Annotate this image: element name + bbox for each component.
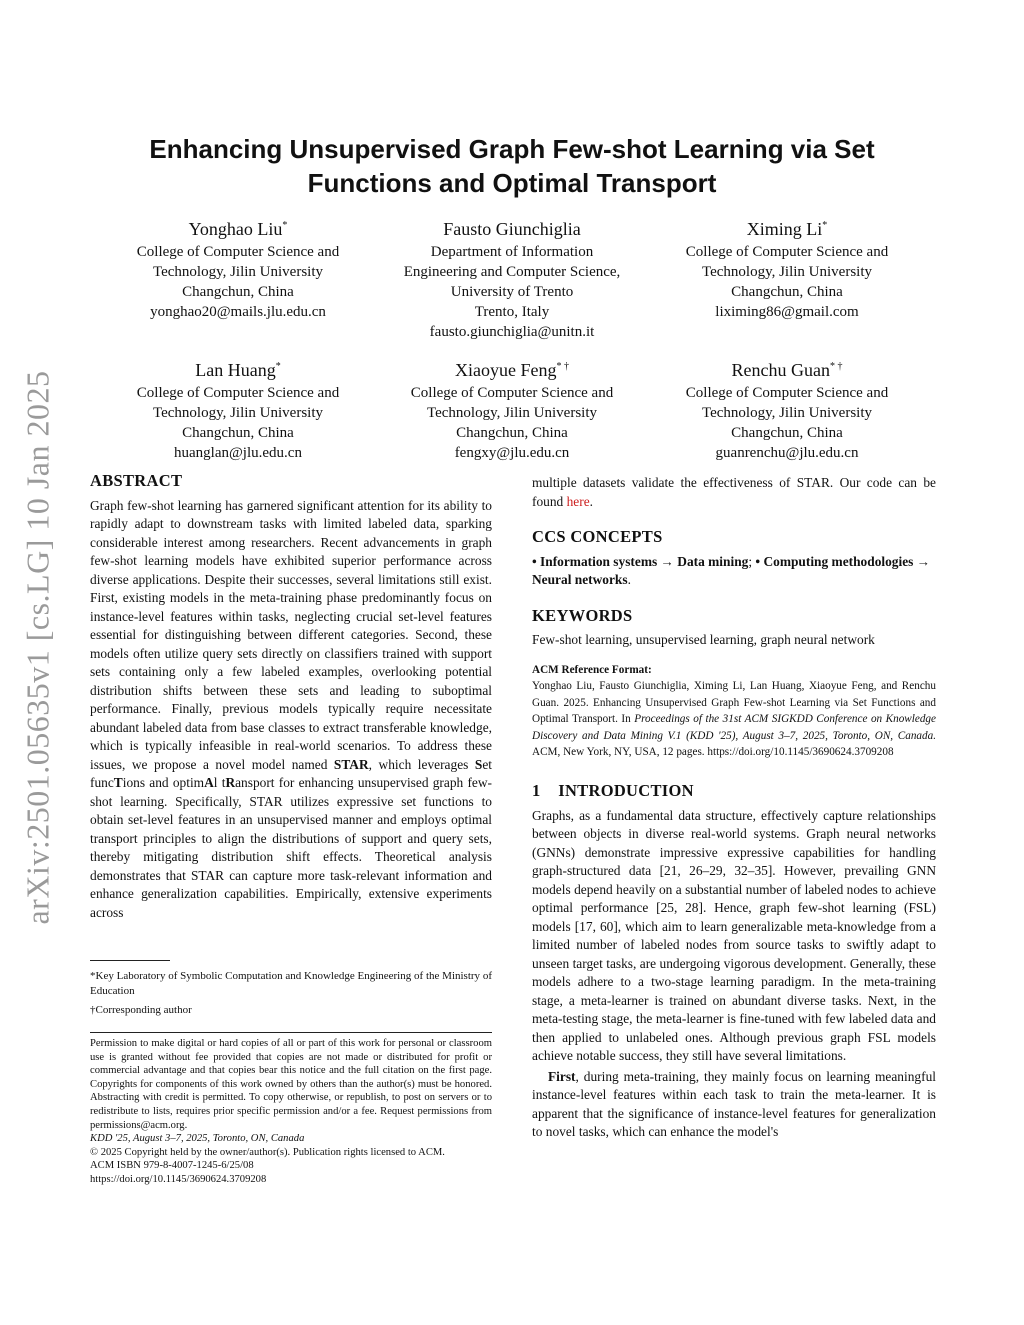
introduction-heading: 1 INTRODUCTION (532, 781, 694, 801)
ccs-item: • Computing methodologies → Neural networks (532, 553, 931, 587)
author-mark: * (282, 220, 288, 231)
author-email[interactable]: huanglan@jlu.edu.cn (174, 445, 302, 461)
affiliation-line: Technology, Jilin University (152, 264, 324, 280)
code-link[interactable]: here (566, 493, 590, 509)
affiliation-line: University of Trento (450, 284, 574, 300)
affiliation-line: Technology, Jilin University (152, 405, 324, 421)
acronym-letter: A (204, 775, 214, 790)
affiliation-line: Changchun, China (456, 425, 568, 441)
reference-label: ACM Reference Format: (532, 663, 652, 676)
abstract-text: . (589, 493, 593, 509)
model-name: STAR (333, 756, 369, 772)
ccs-item: • Information systems → Data mining (532, 553, 749, 569)
author-name: Ximing Li (746, 219, 823, 239)
reference-rest: ACM, New York, NY, USA, 12 pages. https://doi.org/10.1145/3690624.3709208 (532, 746, 894, 759)
arxiv-stamp (14, 355, 62, 940)
author-block (647, 213, 927, 322)
affiliation-line: College of Computer Science and (136, 385, 340, 401)
ccs-concepts (532, 553, 936, 590)
author-name: Yonghao Liu (188, 219, 283, 239)
affiliation-line: Changchun, China (182, 425, 294, 441)
doi-line[interactable]: https://doi.org/10.1145/3690624.3709208 (90, 1173, 267, 1185)
author-name: Fausto Giunchiglia (443, 219, 581, 239)
reference-venue: Proceedings of the 31st ACM SIGKDD Conference on Knowledge Discovery and Data Mining V.1 (KDD '25), August 3–7, 2025, Toronto, ON, Canada. (532, 713, 936, 742)
acronym-letter: T (113, 775, 123, 790)
author-block (372, 213, 652, 342)
acronym-letter: R (225, 775, 236, 790)
affiliation-line: College of Computer Science and (685, 385, 889, 401)
author-email[interactable]: yonghao20@mails.jlu.edu.cn (150, 304, 326, 320)
author-email[interactable]: guanrenchu@jlu.edu.cn (715, 445, 859, 461)
abstract-body (90, 497, 492, 923)
abstract-text: l t (213, 775, 226, 790)
isbn-line: ACM ISBN 979-8-4007-1245-6/25/08 (90, 1160, 254, 1172)
author-block (98, 354, 378, 463)
abstract-text: Graph few-shot learning has garnered significant attention for its ability to rapidly adapt to downstream tasks with limited labeled data, sparking considerable interest among researchers. Recent advancements in graph few-shot learning models have exhibited superior performance across diverse applications. Despite their successes, several limitations still exist. First, existing models in the meta-training phase predominantly focus on instance-level features within tasks, neglecting crucial set-level features essential for distinguishing between different categories. Second, these models often utilize query sets directly on classifiers trained with support sets containing only a few labeled examples, overlooking potential distribution shifts between these sets and leading to suboptimal performance. Finally, previous models typically require necessitate abundant labeled data from base classes to extract transferable knowledge, which is typically infeasible in real-world scenarios. To address these issues, we propose a novel model named (90, 497, 492, 772)
affiliation-line: Changchun, China (182, 284, 294, 300)
author-name: Renchu Guan (731, 360, 830, 380)
reference-text (532, 678, 936, 761)
affiliation-line: Engineering and Computer Science, (403, 264, 621, 280)
copyright-line: © 2025 Copyright held by the owner/author(s). Publication rights licensed to ACM. (90, 1146, 445, 1158)
author-mark: * † (829, 361, 843, 372)
footnote-corresponding: †Corresponding author (90, 1004, 192, 1016)
ccs-separator: ; (748, 553, 756, 569)
abstract-text: , which leverages (368, 756, 475, 772)
permission-text: Permission to make digital or hard copies of all or part of this work for personal or classroom use is granted without fee provided that copies are not made or distributed for profit or commercial advantage and that copies bear this notice and the full citation on the first page. Copyrights for components of this work owned by others than the author(s) must be honored. Abstracting with credit is permitted. To copy otherwise, or republish, to post on servers or to redistribute to lists, requires prior specific permission and/or a fee. Request permissions from permissions@acm.org. (90, 1038, 492, 1131)
keywords-text: Few-shot learning, unsupervised learning, graph neural network (532, 632, 875, 647)
acronym-letter: S (474, 756, 483, 772)
abstract-section (90, 472, 492, 922)
right-column (532, 474, 936, 1142)
author-mark: * (822, 220, 828, 231)
abstract-text: ansport for enhancing unsupervised graph few-shot learning. Specifically, STAR utilizes expressive set functions to obtain set-level features in an unsupervised manner and employs optimal transport principles to align the distributions of support and query sets, thereby mitigating distribution shift effects. Theoretical analysis demonstrates that STAR can capture more task-relevant information and enhance generalization capabilities. Empirically, extensive experiments across (90, 775, 492, 920)
affiliation-line: Department of Information (430, 244, 594, 260)
author-name: Lan Huang (195, 360, 276, 380)
intro-paragraph (532, 1068, 936, 1142)
author-block (647, 354, 927, 463)
footnotes (90, 960, 492, 1018)
affiliation-line: College of Computer Science and (136, 244, 340, 260)
abstract-text: ions and optim (122, 775, 205, 790)
author-block (372, 354, 652, 463)
author-email[interactable]: fausto.giunchiglia@unitn.it (429, 324, 595, 340)
footnote-rule (90, 960, 170, 961)
affiliation-line: Trento, Italy (474, 304, 550, 320)
abstract-text: multiple datasets validate the effectiveness of STAR. Our code can be found (532, 475, 936, 509)
intro-emphasis: First (548, 1068, 576, 1084)
abstract-text: et func (90, 756, 492, 790)
author-block (98, 213, 378, 322)
intro-paragraph: Graphs, as a fundamental data structure, effectively capture relationships between objects in diverse real-world systems. Graph neural networks (GNNs) demonstrate impressive expressive capabilities for handling graph-structured data [21, 26–29, 32–35]. However, prevailing GNN models depend heavily on a substantial number of labeled nodes to achieve optimal performance [25, 28]. Hence, graph few-shot learning (FSL) models [17, 60], which aim to learn generalizable meta-knowledge from a limited number of labeled nodes from source tasks to swiftly adapt to unseen target tasks, are undergoing vigorous development. Generally, these models adhere to a two-stage learning paradigm. In the meta-training stage, a meta-learner is trained on abundant diverse tasks. Next, in the meta-testing stage, the meta-learner is fine-tuned with few labeled data and then applied to unlabeled ones. Although previous graph FSL models achieve notable success, they still have several limitations. (532, 807, 936, 1064)
arxiv-stamp-text: arXiv:2501.05635v1 [cs.LG] 10 Jan 2025 (19, 370, 56, 925)
paper-title: Enhancing Unsupervised Graph Few-shot Learning via Set Functions and Optimal Transport (149, 134, 875, 198)
keywords-heading: KEYWORDS (532, 605, 633, 625)
ccs-end: . (627, 572, 631, 587)
abstract-continued (532, 474, 936, 511)
affiliation-line: Changchun, China (731, 284, 843, 300)
affiliation-line: Technology, Jilin University (701, 405, 873, 421)
author-mark: * (275, 361, 281, 372)
author-mark: * † (556, 361, 569, 372)
author-email[interactable]: liximing86@gmail.com (715, 304, 859, 320)
affiliation-line: College of Computer Science and (410, 385, 614, 401)
abstract-heading: ABSTRACT (90, 471, 183, 490)
footnote-key-lab: *Key Laboratory of Symbolic Computation and Knowledge Engineering of the Ministry of Education (90, 970, 492, 997)
permission-block (90, 1032, 492, 1187)
venue-line: KDD '25, August 3–7, 2025, Toronto, ON, Canada (90, 1133, 305, 1145)
permission-rule (90, 1032, 492, 1033)
author-name: Xiaoyue Feng (455, 360, 557, 380)
affiliation-line: Technology, Jilin University (701, 264, 873, 280)
author-email[interactable]: fengxy@jlu.edu.cn (454, 445, 570, 461)
ccs-heading: CCS CONCEPTS (532, 527, 663, 546)
reference-plain: Yonghao Liu, Fausto Giunchiglia, Ximing Li, Lan Huang, Xiaoyue Feng, and Renchu Guan. 2025. Enhancing Unsupervised Graph Few-shot Learning via Set Functions and Optimal Transport. In (532, 680, 936, 726)
intro-text: , during meta-training, they mainly focus on learning meaningful instance-level features within each task to train the meta-learner. It is apparent that the significance of instance-level features for generalization to novel tasks, which can enhance the model's (532, 1068, 936, 1140)
affiliation-line: College of Computer Science and (685, 244, 889, 260)
affiliation-line: Changchun, China (731, 425, 843, 441)
affiliation-line: Technology, Jilin University (426, 405, 598, 421)
acm-reference (532, 662, 936, 762)
